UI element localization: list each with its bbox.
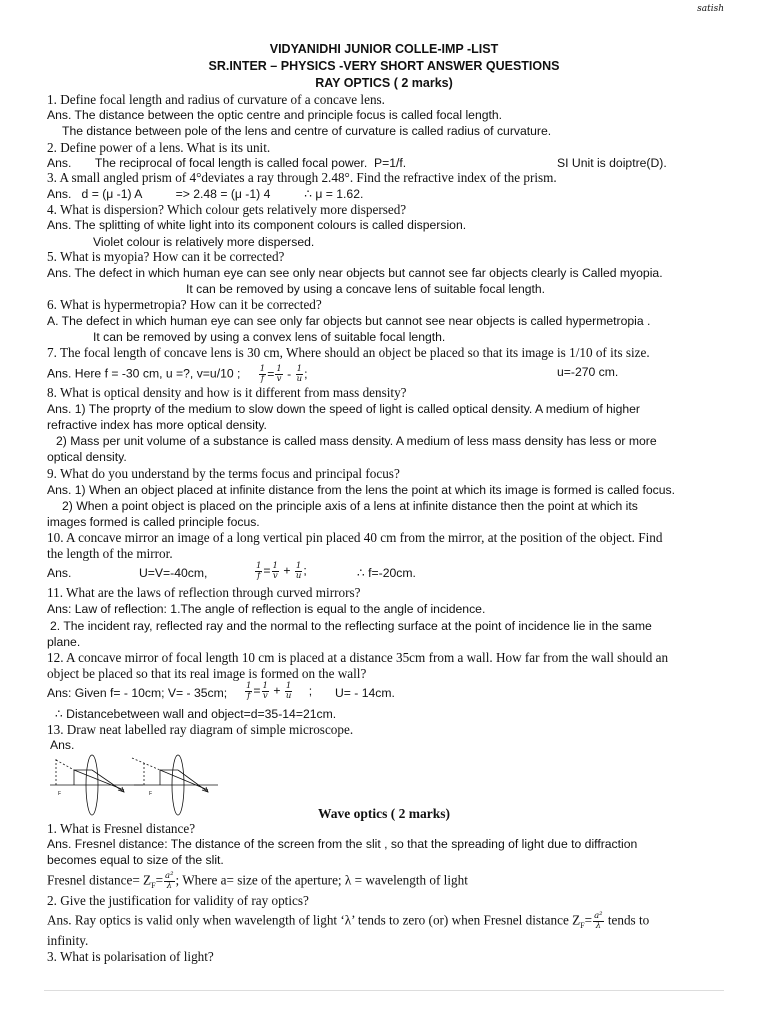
wave-question-1: 1. What is Fresnel distance? — [47, 821, 196, 836]
focus-label-1: F — [58, 791, 62, 797]
wave-optics-title: Wave optics ( 2 marks) — [318, 806, 450, 821]
lens-formula: $\frac{1}{f}$ = $\frac{1}{v}$ - $\frac{1}{u}$ ; — [259, 364, 308, 384]
wave-answer-1-line-1: Ans. Fresnel distance: The distance of the screen from the slit , so that the spreading of light due to diffraction — [47, 837, 638, 851]
fraction-1-over-v: $\frac{1}{v}$ — [262, 681, 268, 701]
fraction-a2-over-lambda: $\frac{\text{a²}}{\lambda}$ — [594, 911, 603, 931]
answer-4-line-1: Ans. The splitting of white light into its component colours is called dispersion. — [47, 218, 467, 232]
wave-answer-2-line-2: infinity. — [47, 933, 89, 948]
answer-4-line-2: Violet colour is relatively more dispersed. — [93, 235, 315, 249]
fraction-1-over-v: $\frac{1}{v}$ — [272, 561, 278, 581]
fraction-a2-over-lambda: $\frac{\text{a²}}{\lambda}$ — [165, 871, 174, 891]
answer-7-line — [47, 365, 307, 384]
answer-12-result: U= - 14cm. — [335, 686, 395, 700]
answer-6-line-2: It can be removed by using a convex lens of suitable focal length. — [93, 330, 446, 344]
question-6: 6. What is hypermetropia? How can it be corrected? — [47, 297, 322, 312]
fraction-1-over-u: $\frac{1}{u}$ — [285, 681, 292, 701]
section-title: RAY OPTICS ( 2 marks) — [315, 76, 453, 90]
answer-11-line-1: Ans: Law of reflection: 1.The angle of reflection is equal to the angle of incidence. — [47, 602, 486, 616]
question-4: 4. What is dispersion? Which colour gets relatively more dispersed? — [47, 202, 407, 217]
answer-12-given: Ans: Given f= - 10cm; V= - 35cm; — [47, 686, 228, 700]
answer-3: Ans. d = (μ -1) A => 2.48 = (μ -1) 4 ∴ μ = 1.62. — [47, 187, 364, 201]
answer-1-line-2: The distance between pole of the lens and centre of curvature is called radius of curvature. — [62, 124, 552, 138]
answer-2: Ans. The reciprocal of focal length is called focal power. P=1/f. — [47, 156, 407, 170]
answer-10-given: U=V=-40cm, — [139, 566, 208, 580]
wave-question-3: 3. What is polarisation of light? — [47, 949, 214, 964]
answer-8-line-1: Ans. 1) The proprty of the medium to slow down the speed of light is called optical density. A medium of higher — [47, 402, 640, 416]
answer-13-label: Ans. — [50, 738, 75, 752]
fresnel-distance-formula: Fresnel distance= $Z_F=$ $\frac{\text{a²}}{\lambda}$ ; Where a= size of the aperture; λ = wavelength of light — [47, 871, 468, 891]
fraction-1-over-u: $\frac{1}{u}$ — [296, 364, 303, 384]
wave-answer-1-line-2: becomes equal to size of the slit. — [47, 853, 224, 867]
mirror-formula-12: $\frac{1}{f}$ = $\frac{1}{v}$ + $\frac{1}{u}$ ; — [246, 681, 313, 701]
focus-label-2: F — [149, 791, 153, 797]
answer-1-line-1: Ans. The distance between the optic centre and principle focus is called focal length. — [47, 108, 503, 122]
answer-11-line-3: plane. — [47, 635, 81, 649]
answer-8-line-4: optical density. — [47, 450, 127, 464]
college-title: VIDYANIDHI JUNIOR COLLE-IMP -LIST — [269, 42, 499, 56]
answer-10-result: ∴ f=-20cm. — [357, 566, 416, 580]
question-13: 13. Draw neat labelled ray diagram of simple microscope. — [47, 722, 354, 737]
answer-6-line-1: A. The defect in which human eye can see only far objects but cannot see near objects is called hypermetropia . — [47, 314, 651, 328]
question-5: 5. What is myopia? How can it be corrected? — [47, 249, 285, 264]
author-signature: satish — [697, 4, 724, 14]
question-10-line-2: the length of the mirror. — [47, 546, 173, 561]
answer-7-result: u=-270 cm. — [557, 365, 619, 379]
answer-10-label: Ans. — [47, 566, 72, 580]
answer-12-distance: ∴ Distancebetween wall and object=d=35-14=21cm. — [55, 707, 337, 721]
answer-11-line-2: 2. The incident ray, reflected ray and the normal to the reflecting surface at the point of incidence lie in the same — [50, 619, 652, 633]
fraction-1-over-u: $\frac{1}{u}$ — [295, 561, 302, 581]
answer-9-line-2: 2) When a point object is placed on the principle axis of a lens at infinite distance then the point at which its — [62, 499, 638, 513]
fraction-1-over-f: $\frac{1}{f}$ — [259, 364, 266, 384]
wave-answer-2-line-1: Ans. Ray optics is valid only when wavelength of light ‘λ’ tends to zero (or) when Fresnel distance $Z_F=$ $\frac{\text{a²}}{\lambda}$ tends to — [47, 911, 650, 931]
question-10-line-1: 10. A concave mirror an image of a long vertical pin placed 40 cm from the mirror, at the position of the object. Find — [47, 530, 663, 545]
answer-8-line-2: refractive index has more optical density. — [47, 418, 267, 432]
question-3: 3. A small angled prism of 4°deviates a ray through 2.48°. Find the refractive index of the prism. — [47, 170, 557, 185]
footer-divider — [44, 990, 724, 991]
answer-2-unit: SI Unit is doiptre(D). — [557, 156, 667, 170]
question-8: 8. What is optical density and how is it different from mass density? — [47, 385, 407, 400]
answer-5-line-2: It can be removed by using a concave lens of suitable focal length. — [186, 282, 546, 296]
question-9: 9. What do you understand by the terms focus and principal focus? — [47, 466, 400, 481]
question-11: 11. What are the laws of reflection through curved mirrors? — [47, 585, 361, 600]
question-1: 1. Define focal length and radius of curvature of a concave lens. — [47, 92, 385, 107]
fraction-1-over-f: $\frac{1}{f}$ — [246, 681, 252, 701]
fraction-1-over-v: $\frac{1}{v}$ — [276, 364, 282, 384]
question-12-line-2: object be placed so that its real image is formed on the wall? — [47, 666, 367, 681]
answer-8-line-3: 2) Mass per unit volume of a substance is called mass density. A medium of less mass density has less or more — [56, 434, 657, 448]
wave-question-2: 2. Give the justification for validity of ray optics? — [47, 893, 309, 908]
question-12-line-1: 12. A concave mirror of focal length 10 cm is placed at a distance 35cm from a wall. How far from the wall should an — [47, 650, 669, 665]
answer-9-line-1: Ans. 1) When an object placed at infinite distance from the lens the point at which its image is formed is called focus. — [47, 483, 675, 497]
question-7: 7. The focal length of concave lens is 30 cm, Where should an object be placed so that its image is 1/10 of its size. — [47, 345, 650, 360]
mirror-formula: $\frac{1}{f}$ = $\frac{1}{v}$ + $\frac{1}{u}$ ; — [256, 561, 307, 581]
answer-9-line-3: images formed is called principle focus. — [47, 515, 260, 529]
subject-title: SR.INTER – PHYSICS -VERY SHORT ANSWER QUESTIONS — [208, 59, 560, 73]
answer-5-line-1: Ans. The defect in which human eye can see only near objects but cannot see far objects clearly is Called myopia. — [47, 266, 663, 280]
fraction-1-over-f: $\frac{1}{f}$ — [256, 561, 262, 581]
question-2: 2. Define power of a lens. What is its unit. — [47, 140, 271, 155]
answer-7-givens: Ans. Here f = -30 cm, u =?, v=u/10 ; — [47, 366, 241, 381]
